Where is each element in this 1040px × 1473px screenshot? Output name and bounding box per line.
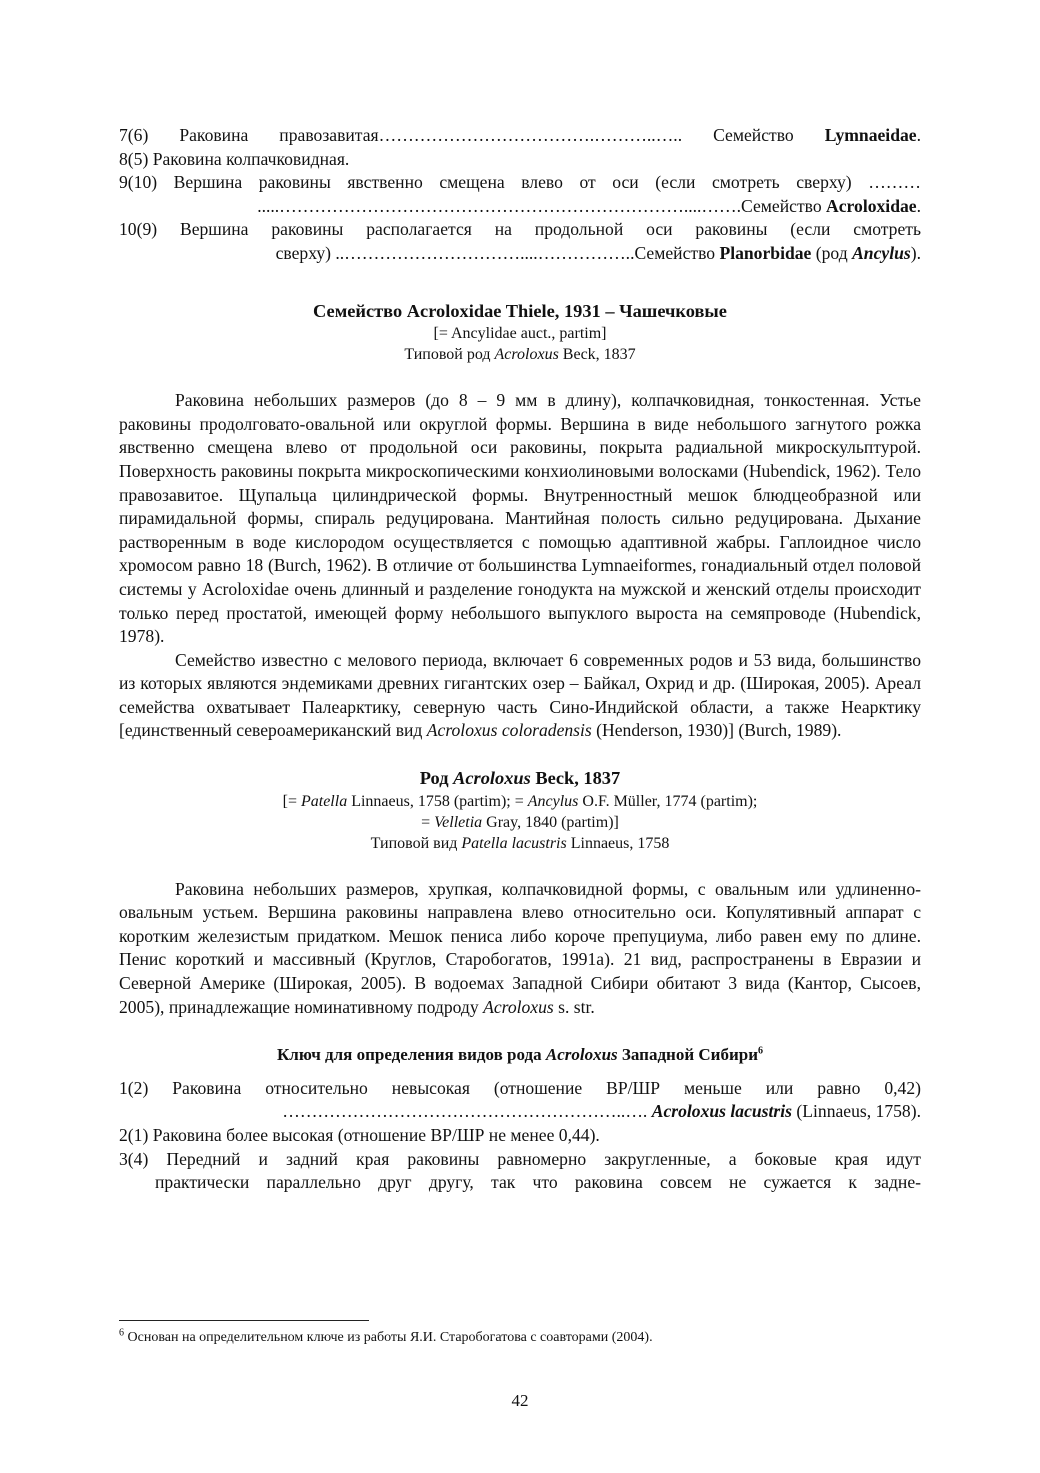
taxon-name: Planorbidae: [719, 242, 812, 263]
key-text: .....……………………………………………………………....…….Семейство: [257, 195, 827, 216]
key-line: …………………………………………………..…. Acroloxus lacustris (Linnaeus, 1758).: [282, 1101, 921, 1122]
page-number: 42: [511, 1391, 529, 1410]
footnote: $^6$ Основан на определительном ключе из работы Я.И. Старобогатова с соавторами (2004).: [119, 1327, 653, 1345]
footnote-divider: [119, 1320, 369, 1321]
taxon-name: Ancylus: [852, 242, 911, 263]
family-heading: Семейство Acroloxidae Thiele, 1931 – Чашечковые: [313, 300, 727, 321]
key-text: сверху) ..…………………………....……………..Семейство: [275, 242, 720, 263]
taxon-name: Acroloxidae: [826, 195, 917, 216]
key-text: ).: [910, 242, 921, 263]
family-synonym: [= Ancylidae auct., partim]: [433, 325, 607, 343]
key-line: .....……………………………………………………………....…….Семейство Acroloxidae.: [257, 195, 921, 216]
key-line: [119, 171, 921, 195]
key-text: 8(5) Раковина колпачковидная.: [119, 148, 350, 169]
key-line: 7(6) Раковина правозавитая……………………………….………..….. Семейство Lymnaeidae.: [119, 125, 921, 145]
key-line: [119, 218, 921, 242]
key-line: практически параллельно друг другу, так что раковина совсем не сужается к задне-: [155, 1172, 921, 1193]
family-type-genus: Типовой род Acroloxus Beck, 1837: [404, 346, 636, 364]
taxon-name: Acroloxus lacustris: [651, 1101, 792, 1122]
page-body: [119, 124, 921, 1195]
footnote-ref: 6: [758, 1045, 764, 1057]
genus-paragraph: Раковина небольших размеров, хрупкая, колпачковидной формы, с овальным или удлиненно-овальным устьем. Вершина раковины направлена влево относительно оси. Копулятивный аппарат с коротким железистым придатком. Мешок пениса либо короче препуциума, либо равен ему по длине. Пенис короткий и массивный (Круглов, Старобогатов, 1991а). 21 вид, распространены в Евразии и Северной Америке (Широкая, 2005). В водоемах Западной Сибири обитают 3 вида (Кантор, Сысоев, 2005), принадлежащие номинативному подроду Acroloxus s. str.: [119, 878, 921, 1017]
genus-synonym: [= Patella Linnaeus, 1758 (partim); = Ancylus O.F. Müller, 1774 (partim);: [282, 792, 758, 810]
family-paragraph: Раковина небольших размеров (до 8 – 9 мм в длину), колпачковидная, тонкостенная. Устье раковины продолговато-овальной или округлой формы. Вершина в виде небольшого загнутого рожка явственно смещена влево от продольной оси раковины, покрыта радиальной микроскульптурой. Поверхность раковины покрыта микроскопическими конхиолиновыми волосками (Hubendick, 1962). Тело правозавитое. Щупальца цилиндрической формы. Внутренностный мешок блюдцеобразной или пирамидальной формы, спираль редуцирована. Мантийная полость сильно редуцирована. Дыхание растворенным в воде кислородом осуществляется с помощью адаптивной жабры. Гаплоидное число хромосом равно 18 (Burch, 1962). В отличие от большинства Lymnaeiformes, гонадиальный отдел половой системы у Acroloxidae очень длинный и разделение гонодукта на мужской и женский отделы происходит только перед простатой, имеющей форму небольшого выпуклого выроста на семяпроводе (Hubendick, 1978).: [119, 390, 921, 647]
key-text: 7(6) Раковина правозавитая……………………………….………..….. Семейство: [119, 125, 825, 145]
family-paragraph: Семейство известно с мелового периода, включает 6 современных родов и 53 вида, большинство из которых являются эндемиками древних гигантских озер – Байкал, Охрид и др. (Широкая, 2005). Ареал семейства охватывает Палеарктику, северную часть Сино-Индийской области, а также Неарктику [единственный североамериканский вид Acroloxus coloradensis (Henderson, 1930)] (Burch, 1989).: [119, 649, 921, 741]
key-line: 1(2) Раковина относительно невысокая (отношение ВР/ШР меньше или равно 0,42): [119, 1077, 921, 1098]
key-text: 10(9) Вершина раковины располагается на продольной оси раковины (если смотреть: [119, 219, 921, 240]
key-text: 9(10) Вершина раковины явственно смещена влево от оси (если смотреть сверху) ………: [119, 172, 921, 193]
key-line: 3(4) Передний и задний края раковины равномерно закругленные, а боковые края идут: [119, 1148, 921, 1169]
key-line: 2(1) Раковина более высокая (отношение ВР/ШР не менее 0,44).: [119, 1125, 600, 1145]
taxon-name: Lymnaeidae: [824, 125, 917, 145]
key-heading: Ключ для определения видов рода Acroloxus Западной Сибири$^6$: [276, 1045, 764, 1065]
key-line: [119, 148, 921, 172]
key-text: (род: [811, 242, 853, 263]
key-line: [119, 242, 921, 266]
genus-type-species: Типовой вид Patella lacustris Linnaeus, 1758: [370, 834, 670, 852]
genus-heading: Род Acroloxus Beck, 1837: [419, 768, 621, 789]
genus-synonym: = Velletia Gray, 1840 (partim)]: [421, 813, 619, 831]
